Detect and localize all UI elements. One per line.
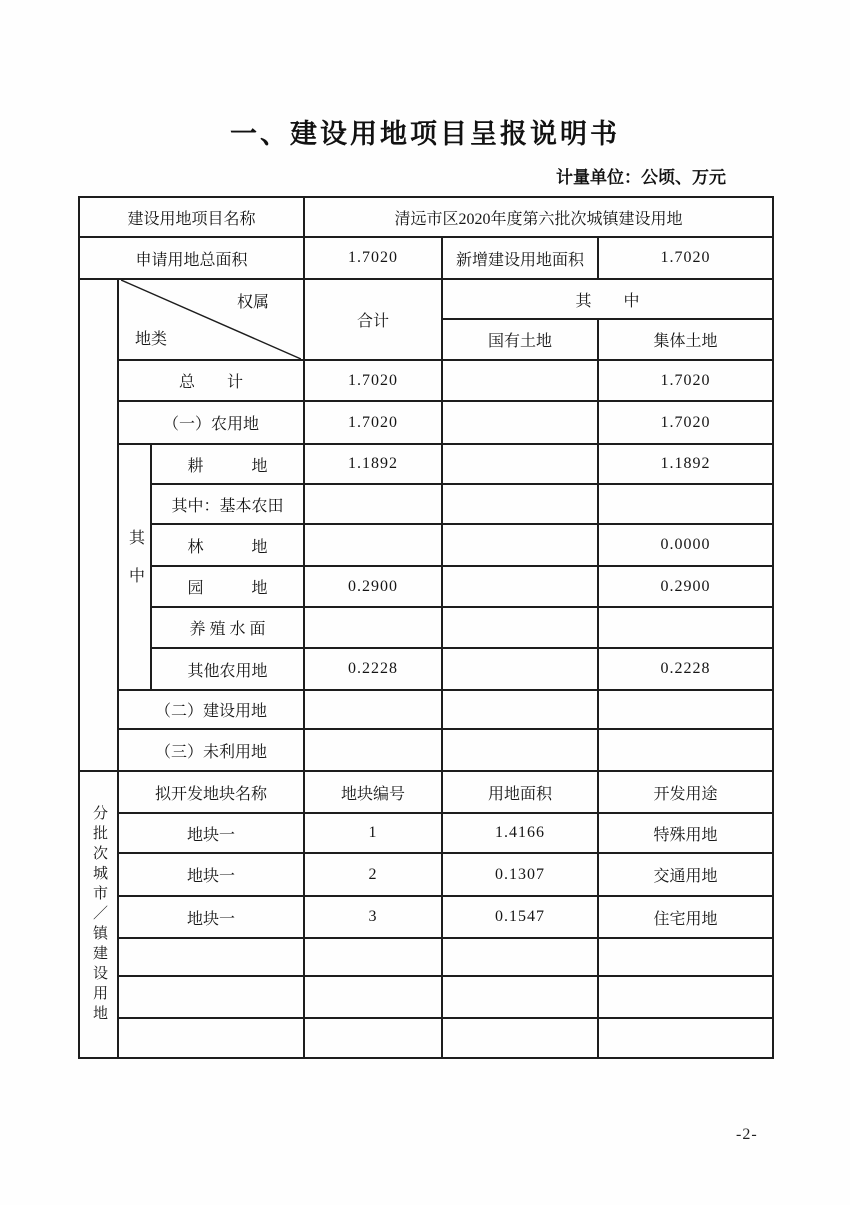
land-row-total — [304, 524, 442, 566]
table-row — [79, 566, 773, 607]
batch-row-area — [442, 938, 598, 976]
land-row-state — [442, 401, 598, 444]
batch-header-name: 拟开发地块名称 — [118, 771, 304, 813]
land-row-total — [304, 690, 442, 729]
batch-header-number: 地块编号 — [304, 771, 442, 813]
batch-row-use: 交通用地 — [598, 853, 773, 896]
page-number: -2- — [736, 1126, 758, 1143]
table-row — [79, 484, 773, 524]
batch-row-name: 地块一 — [118, 853, 304, 896]
batch-row-number: 1 — [304, 813, 442, 853]
land-row-collective: 1.1892 — [598, 444, 773, 484]
land-row-state — [442, 444, 598, 484]
land-row-collective: 1.7020 — [598, 401, 773, 444]
land-row-state — [442, 524, 598, 566]
batch-row-area: 0.1547 — [442, 896, 598, 938]
table-row — [79, 197, 773, 237]
table-row — [79, 1018, 773, 1058]
batch-row-name: 地块一 — [118, 896, 304, 938]
land-row-label: 园 地 — [151, 566, 304, 607]
table-row — [79, 279, 773, 319]
spacer-cell — [79, 279, 118, 771]
batch-row-number — [304, 976, 442, 1018]
table-row — [79, 648, 773, 690]
col-header-among: 其 中 — [442, 279, 773, 319]
land-row-total: 0.2900 — [304, 566, 442, 607]
col-header-state-land: 国有土地 — [442, 319, 598, 360]
total-area-label-cell: 申请用地总面积 — [79, 237, 304, 279]
land-row-total: 1.7020 — [304, 401, 442, 444]
new-area-label-cell: 新增建设用地面积 — [442, 237, 598, 279]
batch-row-name — [118, 938, 304, 976]
batch-row-use: 住宅用地 — [598, 896, 773, 938]
land-row-state — [442, 729, 598, 771]
land-row-state — [442, 690, 598, 729]
table-row — [79, 976, 773, 1018]
page-title: 一、建设用地项目呈报说明书 — [230, 119, 620, 150]
batch-row-use — [598, 1018, 773, 1058]
batch-row-area — [442, 976, 598, 1018]
table-row — [79, 896, 773, 938]
batch-row-use — [598, 976, 773, 1018]
land-row-label: 其中：基本农田 — [151, 484, 304, 524]
land-row-collective — [598, 484, 773, 524]
table-row — [79, 444, 773, 484]
table-row — [79, 729, 773, 771]
unit-note: 计量单位：公顷、万元 — [556, 168, 726, 188]
batch-row-area: 1.4166 — [442, 813, 598, 853]
batch-vertical-label: 分批次城市／镇建设用地 — [91, 804, 107, 1025]
land-row-label: （一）农用地 — [118, 401, 304, 444]
land-row-collective — [598, 607, 773, 648]
table-row — [79, 401, 773, 444]
land-row-label: 总 计 — [118, 360, 304, 401]
batch-row-area: 0.1307 — [442, 853, 598, 896]
table-row — [79, 771, 773, 813]
table-row — [79, 607, 773, 648]
land-row-label: （三）未利用地 — [118, 729, 304, 771]
land-row-label: 养 殖 水 面 — [151, 607, 304, 648]
batch-row-name — [118, 1018, 304, 1058]
land-row-state — [442, 566, 598, 607]
land-row-total — [304, 484, 442, 524]
table-row — [79, 524, 773, 566]
project-name-label-cell: 建设用地项目名称 — [79, 197, 304, 237]
land-row-label: 耕 地 — [151, 444, 304, 484]
land-row-label: （二）建设用地 — [118, 690, 304, 729]
land-row-total — [304, 729, 442, 771]
land-row-collective: 1.7020 — [598, 360, 773, 401]
batch-row-number: 3 — [304, 896, 442, 938]
batch-row-number — [304, 938, 442, 976]
land-row-state — [442, 648, 598, 690]
land-row-state — [442, 360, 598, 401]
batch-row-number — [304, 1018, 442, 1058]
land-row-state — [442, 484, 598, 524]
col-header-total: 合计 — [304, 279, 442, 360]
table-row — [79, 237, 773, 279]
batch-header-use: 开发用途 — [598, 771, 773, 813]
land-row-collective: 0.2228 — [598, 648, 773, 690]
batch-row-number: 2 — [304, 853, 442, 896]
diagonal-header-cell — [118, 279, 304, 360]
land-row-total: 0.2228 — [304, 648, 442, 690]
table-row — [79, 853, 773, 896]
table-row — [79, 360, 773, 401]
batch-row-name — [118, 976, 304, 1018]
among-vertical-label: 其中 — [126, 529, 144, 605]
batch-row-name: 地块一 — [118, 813, 304, 853]
table-row — [79, 690, 773, 729]
land-row-state — [442, 607, 598, 648]
land-row-collective: 0.2900 — [598, 566, 773, 607]
land-row-total: 1.7020 — [304, 360, 442, 401]
land-row-collective — [598, 690, 773, 729]
project-name-value-cell: 清远市区2020年度第六批次城镇建设用地 — [304, 197, 773, 237]
batch-header-area: 用地面积 — [442, 771, 598, 813]
table-row — [79, 938, 773, 976]
land-report-table — [78, 196, 774, 1059]
batch-row-area — [442, 1018, 598, 1058]
land-row-label: 其他农用地 — [151, 648, 304, 690]
land-row-total: 1.1892 — [304, 444, 442, 484]
table-row — [79, 813, 773, 853]
land-row-collective — [598, 729, 773, 771]
diagonal-label-landclass: 地类 — [135, 331, 168, 348]
batch-row-use: 特殊用地 — [598, 813, 773, 853]
land-row-label: 林 地 — [151, 524, 304, 566]
new-area-value-cell: 1.7020 — [598, 237, 773, 279]
batch-vertical-cell — [79, 771, 118, 1058]
among-vertical-cell — [118, 444, 151, 690]
batch-row-use — [598, 938, 773, 976]
land-row-total — [304, 607, 442, 648]
diagonal-label-ownership: 权属 — [236, 294, 269, 311]
col-header-collective-land: 集体土地 — [598, 319, 773, 360]
total-area-value-cell: 1.7020 — [304, 237, 442, 279]
land-row-collective: 0.0000 — [598, 524, 773, 566]
